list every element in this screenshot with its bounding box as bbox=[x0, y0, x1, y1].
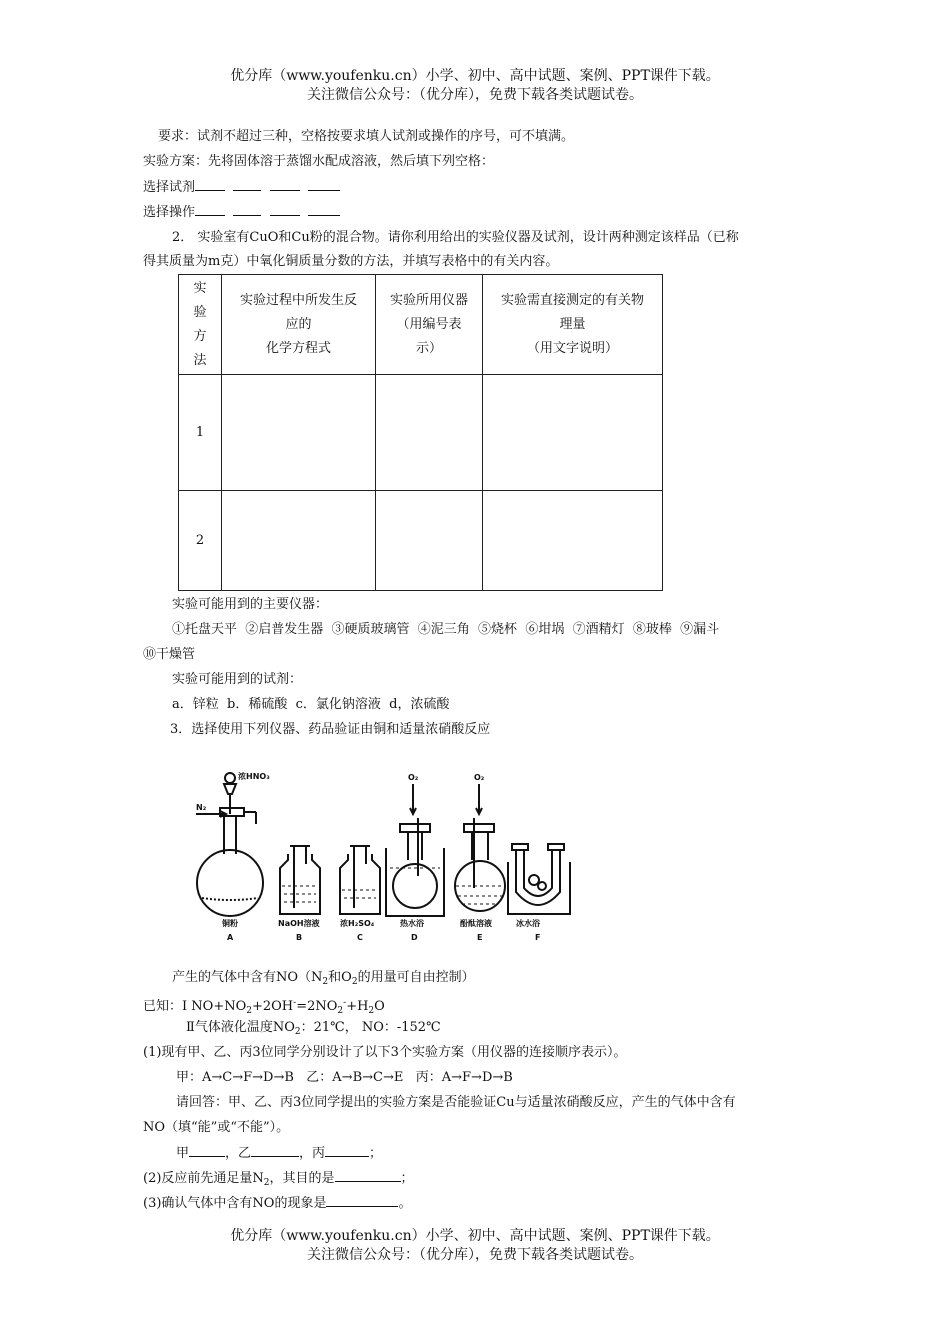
apparatus-e bbox=[455, 773, 505, 942]
answer-yi-blank[interactable] bbox=[251, 1144, 299, 1157]
q3-question-line-1: 请回答：甲、乙、丙3位同学提出的实验方案是否能验证Cu与适量浓硝酸反应，产生的气体中含有 bbox=[176, 1095, 736, 1110]
q3-sub3: (3)确认气体中含有NO的现象是 。 bbox=[143, 1196, 412, 1211]
label-b-content: NaOH溶液 bbox=[278, 919, 320, 928]
apparatus-d bbox=[386, 773, 444, 942]
operation-blank-3[interactable] bbox=[270, 203, 300, 216]
instruments-line-2: ⑩干燥管 bbox=[143, 647, 196, 662]
header-method: 实 验 方 法 bbox=[179, 275, 222, 375]
instruments-title: 实验可能用到的主要仪器： bbox=[172, 597, 329, 612]
label-d-content: 热水浴 bbox=[400, 919, 424, 928]
label-a-content: 铜粉 bbox=[222, 919, 238, 928]
label-c-letter: C bbox=[357, 933, 363, 942]
apparatus-f bbox=[508, 844, 570, 942]
table-row bbox=[179, 375, 663, 491]
reagents-title: 实验可能用到的试剂： bbox=[172, 672, 303, 687]
operation-blank-1[interactable] bbox=[195, 203, 225, 216]
q3-intro: 3．选择使用下列仪器、药品验证由铜和适量浓硝酸反应 bbox=[170, 722, 491, 737]
answer-cell[interactable] bbox=[483, 491, 663, 591]
answer-cell[interactable] bbox=[376, 491, 483, 591]
q1-select-reagent-label: 选择试剂 bbox=[143, 180, 196, 195]
answer-jia-blank[interactable] bbox=[189, 1144, 225, 1157]
apparatus-b bbox=[278, 846, 320, 942]
header-line-1: 优分库（www.youfenku.cn）小学、初中、高中试题、案例、PPT课件下载。 bbox=[230, 68, 720, 84]
q2-intro-line-2: 得其质量为m克）中氧化铜质量分数的方法，并填写表格中的有关内容。 bbox=[143, 254, 559, 269]
sub3-blank[interactable] bbox=[326, 1194, 398, 1207]
header-quantity: 实验需直接测定的有关物 理量 （用文字说明） bbox=[483, 275, 663, 375]
q3-gas-note: 产生的气体中含有$NO(N_2$和$O_2$的用量可自由控制） bbox=[172, 970, 475, 987]
conc-hno3-label: 浓HNO₃ bbox=[238, 772, 270, 781]
o2-e-label: O₂ bbox=[474, 773, 485, 782]
reagent-blank-3[interactable] bbox=[270, 178, 300, 191]
label-f-letter: F bbox=[535, 933, 541, 942]
n2-label: N₂ bbox=[196, 803, 207, 812]
q3-schemes: 甲：A→C→F→D→B 乙：A→B→C→E 丙：A→F→D→B bbox=[176, 1070, 513, 1085]
header-line-2: 关注微信公众号：（优分库），免费下载各类试题试卷。 bbox=[307, 87, 643, 103]
operation-blank-2[interactable] bbox=[233, 203, 261, 216]
q3-known-ii: Ⅱ气体液化温度$NO_2$：21℃， NO：-152℃ bbox=[186, 1020, 441, 1037]
sub2-blank[interactable] bbox=[335, 1169, 401, 1182]
apparatus-a bbox=[196, 771, 270, 942]
reagents-line: a．锌粒 b．稀硫酸 c．氯化钠溶液 d，浓硫酸 bbox=[172, 697, 450, 712]
reagent-blank-1[interactable] bbox=[195, 178, 225, 191]
label-b-letter: B bbox=[296, 933, 303, 942]
reagent-blank-4[interactable] bbox=[308, 178, 340, 191]
row-number: 1 bbox=[179, 375, 222, 491]
apparatus-figure bbox=[190, 768, 590, 950]
label-e-letter: E bbox=[477, 933, 483, 942]
answer-cell[interactable] bbox=[376, 375, 483, 491]
apparatus-c bbox=[340, 846, 380, 942]
q1-plan: 实验方案：先将固体溶于蒸馏水配成溶液，然后填下列空格： bbox=[143, 154, 495, 169]
q3-sub1: (1)现有甲、乙、丙3位同学分别设计了以下3个实验方案（用仪器的连接顺序表示）。 bbox=[143, 1045, 627, 1060]
experiment-table bbox=[178, 274, 663, 591]
label-f-content: 冰水浴 bbox=[516, 919, 540, 928]
row-number: 2 bbox=[179, 491, 222, 591]
label-a-letter: A bbox=[227, 933, 234, 942]
answer-cell[interactable] bbox=[483, 375, 663, 491]
answer-cell[interactable] bbox=[222, 491, 376, 591]
q1-select-operation-row bbox=[143, 203, 340, 222]
q1-requirement: 要求：试剂不超过三种，空格按要求填人试剂或操作的序号，可不填满。 bbox=[158, 129, 575, 144]
q3-answers-row: 甲 ，乙 ，丙 ； bbox=[176, 1146, 383, 1161]
o2-d-label: O₂ bbox=[408, 773, 419, 782]
answer-bing-blank[interactable] bbox=[325, 1144, 369, 1157]
answer-cell[interactable] bbox=[222, 375, 376, 491]
q1-select-reagent-row bbox=[143, 178, 340, 197]
table-header-row bbox=[179, 275, 663, 375]
operation-blank-4[interactable] bbox=[308, 203, 340, 216]
q3-known-i: 已知：Ⅰ $NO+NO_2+2OH^-=2NO_2^-+H_2O$ bbox=[143, 998, 385, 1016]
label-e-content: 酚酞溶液 bbox=[460, 919, 492, 928]
instruments-line-1: ①托盘天平 ②启普发生器 ③硬质玻璃管 ④泥三角 ⑤烧杯 ⑥坩埚 ⑦酒精灯 ⑧玻棒 ⑨漏斗 bbox=[172, 622, 720, 637]
q1-select-operation-label: 选择操作 bbox=[143, 205, 196, 220]
table-row bbox=[179, 491, 663, 591]
reagent-blank-2[interactable] bbox=[233, 178, 261, 191]
label-c-content: 浓H₂SO₄ bbox=[340, 919, 375, 928]
label-d-letter: D bbox=[411, 933, 418, 942]
footer-line-2: 关注微信公众号：（优分库），免费下载各类试题试卷。 bbox=[307, 1247, 643, 1263]
header-equation: 实验过程中所发生反 应的 化学方程式 bbox=[222, 275, 376, 375]
header-instruments: 实验所用仪器 （用编号表 示） bbox=[376, 275, 483, 375]
footer-line-1: 优分库（www.youfenku.cn）小学、初中、高中试题、案例、PPT课件下载。 bbox=[230, 1228, 720, 1244]
q3-sub2: (2)反应前先通足量$N_2$，其目的是 ； bbox=[143, 1171, 414, 1188]
q3-question-line-2: NO（填“能”或“不能”）。 bbox=[143, 1120, 290, 1135]
q2-intro-line-1: 2． 实验室有CuO和Cu粉的混合物。请你利用给出的实验仪器及试剂，设计两种测定该样品（已称 bbox=[172, 230, 739, 245]
